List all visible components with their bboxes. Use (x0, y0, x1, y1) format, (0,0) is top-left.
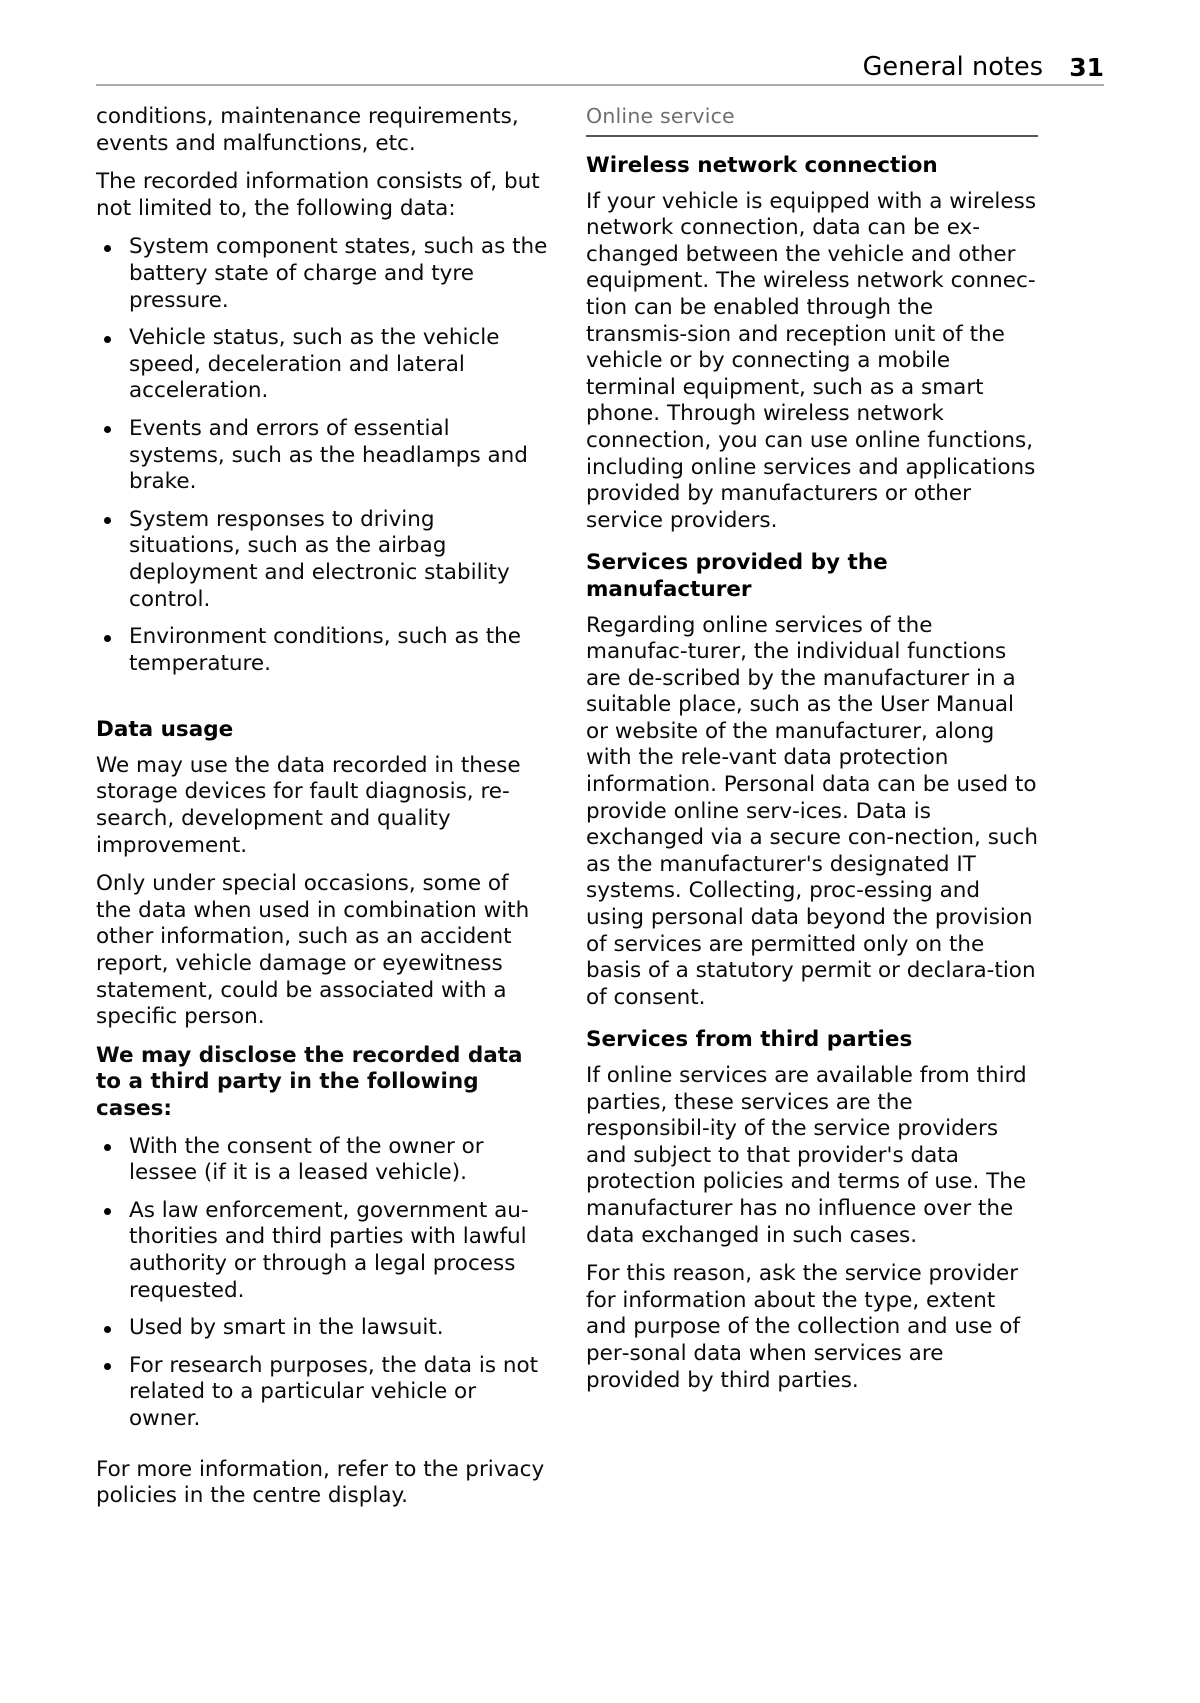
page-title: General notes (862, 51, 1044, 82)
left-column (96, 104, 548, 1522)
section-divider (586, 135, 1038, 137)
bullet-dot-icon (104, 1144, 111, 1151)
list-item (96, 416, 548, 496)
list-item-label: With the consent of the owner or lessee (if it is a leased vehicle). (129, 1133, 484, 1186)
list-item-label: As law enforcement, government au‐thorities and third parties with lawful authority or through a legal process requested. (129, 1197, 529, 1303)
list-item (96, 507, 548, 613)
paragraph: conditions, maintenance requirements, events and malfunctions, etc. (96, 104, 519, 156)
bullet-dot-icon (104, 245, 111, 252)
bullet-dot-icon (104, 426, 111, 433)
right-column-content (586, 153, 1038, 1394)
list-item (96, 1198, 548, 1304)
bullet-dot-icon (104, 1208, 111, 1215)
subheading: Services provided by the manufacturer (586, 550, 888, 602)
paragraph: If your vehicle is equipped with a wireless network connection, data can be ex‐changed between the vehicle and other equipment. The wireless network connec‐tion can be enabled through the transmis‐sion and reception unit of the vehicle or by connecting a mobile terminal equipment, such as a smart phone. Through wireless network connection, you can use online functions, including online services and applications provided by manufacturers or other service providers. (586, 188, 1037, 533)
subheading: Services from third parties (586, 1027, 913, 1053)
list-item-label: System responses to driving situations, such as the airbag deployment and electronic stability control. (129, 506, 510, 612)
list-item (96, 325, 548, 405)
paragraph: The recorded information consists of, but not limited to, the following data: (96, 169, 540, 221)
list-item-label: System component states, such as the battery state of charge and tyre pressure. (129, 234, 548, 313)
list-spacer (96, 689, 548, 701)
section-title-label: Online service (586, 104, 735, 128)
bullet-dot-icon (104, 635, 111, 642)
list-item (96, 234, 548, 314)
paragraph: If online services are available from third parties, these services are the responsibil‐ity of the service providers and subject to that provider's data protection policies and terms of use. The manufacturer has no influence over the data exchanged in such cases. (586, 1063, 1027, 1248)
list-item (96, 624, 548, 677)
paragraph: Regarding online services of the manufac‐turer, the individual functions are de‐scribed by the manufacturer in a suitable place, such as the User Manual or website of the manufacturer, along with the rele‐vant data protection information. Personal data can be used to provide online serv‐ices. Data is exchanged via a secure con‐nection, such as the manufacturer's designated IT systems. Collecting, proc‐essing and using personal data beyond the provision of services are permitted only on the basis of a statutory permit or declara‐tion of consent. (586, 612, 1038, 1010)
list-spacer (96, 1445, 548, 1457)
paragraph: For more information, refer to the privacy policies in the centre display. (96, 1456, 545, 1509)
bullet-list (96, 234, 548, 677)
paragraph: We may use the data recorded in these storage devices for fault diagnosis, re‐search, development and quality improvement. (96, 752, 521, 858)
paragraph: For this reason, ask the service provider for information about the type, extent and purpose of the collection and use of per‐sonal data when services are provided by third parties. (586, 1261, 1021, 1393)
bullet-dot-icon (104, 517, 111, 524)
bullet-dot-icon (104, 1326, 111, 1333)
bullet-dot-icon (104, 336, 111, 343)
paragraph: Only under special occasions, some of the data when used in combination with other information, such as an accident report, vehicle damage or eyewitness statement, could be associated with a specific person. (96, 871, 530, 1030)
running-header (96, 36, 1104, 80)
right-column (586, 104, 1038, 1522)
list-item (96, 1353, 548, 1433)
list-item-label: Environment conditions, such as the temperature. (129, 624, 521, 676)
list-item (96, 1134, 548, 1187)
bullet-dot-icon (104, 1363, 111, 1370)
two-column-body (96, 104, 1104, 1522)
list-item-label: Events and errors of essential systems, such as the headlamps and brake. (129, 415, 528, 495)
subheading: Data usage (96, 717, 234, 743)
bullet-list (96, 1134, 548, 1433)
section-heading (586, 104, 1038, 137)
page-number: 31 (1069, 53, 1104, 82)
list-item (96, 1315, 548, 1342)
list-item-label: Vehicle status, such as the vehicle speed, deceleration and lateral acceleration. (129, 325, 500, 404)
list-item-label: Used by smart in the lawsuit. (129, 1315, 444, 1341)
list-item-label: For research purposes, the data is not related to a particular vehicle or owner. (129, 1352, 539, 1431)
header-divider (96, 84, 1104, 86)
emphasis-paragraph: We may disclose the recorded data to a third party in the following cases: (96, 1042, 523, 1121)
subheading: Wireless network connection (586, 153, 938, 178)
